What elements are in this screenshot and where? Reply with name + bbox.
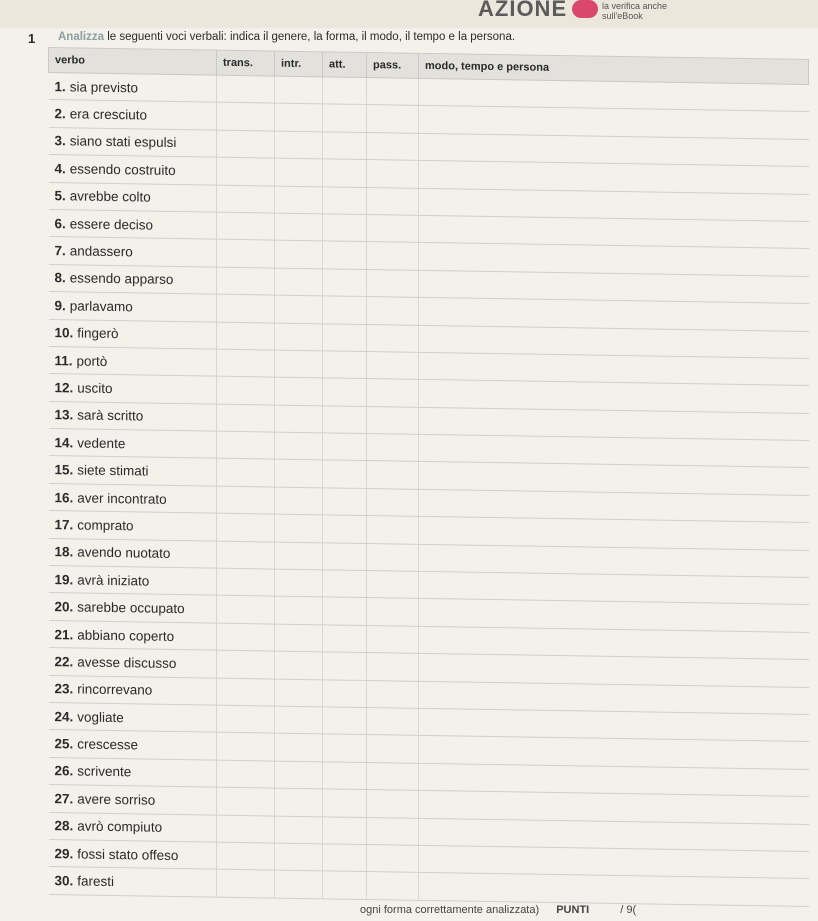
verb-text: comprato [77,517,134,534]
verify-note-line1: la verifica anche [602,1,668,11]
verb-text: sia previsto [69,79,139,96]
att-answer-cell[interactable] [323,460,367,488]
pass-answer-cell[interactable] [367,543,419,571]
verb-cell [49,237,217,267]
pass-answer-cell[interactable] [367,762,419,790]
pass-answer-cell[interactable] [367,516,419,544]
pass-answer-cell[interactable] [367,571,419,599]
verb-text: siano stati espulsi [69,133,177,151]
trans-answer-cell[interactable] [217,130,275,158]
verb-cell [49,292,217,322]
att-answer-cell[interactable] [323,214,367,242]
trans-answer-cell[interactable] [217,650,275,678]
att-answer-cell[interactable] [323,707,367,735]
intr-answer-cell[interactable] [275,542,323,570]
pass-answer-cell[interactable] [367,242,419,270]
row-number: 18. [54,544,74,560]
pass-answer-cell[interactable] [367,160,419,188]
trans-answer-cell[interactable] [217,239,275,267]
header-trans: trans. [217,50,275,76]
verb-text: fingerò [77,325,119,342]
att-answer-cell[interactable] [323,186,367,214]
verb-cell [49,648,217,678]
intr-answer-cell[interactable] [275,76,323,104]
footer [360,904,636,916]
row-number: 23. [54,681,74,697]
trans-answer-cell[interactable] [217,431,275,459]
row-number: 2. [54,106,66,122]
verb-cell [49,456,217,486]
intr-answer-cell[interactable] [275,706,323,734]
pass-answer-cell[interactable] [367,132,419,160]
trans-answer-cell[interactable] [217,705,275,733]
row-number: 3. [54,133,66,149]
intr-answer-cell[interactable] [275,158,323,186]
verb-cell [49,429,217,459]
pass-answer-cell[interactable] [367,214,419,242]
trans-answer-cell[interactable] [217,212,275,240]
punti-label: PUNTI [556,904,590,916]
trans-answer-cell[interactable] [217,842,275,870]
verb-cell [49,538,217,568]
pass-answer-cell[interactable] [367,844,419,872]
pass-answer-cell[interactable] [367,653,419,681]
intr-answer-cell[interactable] [275,295,323,323]
intr-answer-cell[interactable] [275,487,323,515]
pass-answer-cell[interactable] [367,872,419,900]
intr-answer-cell[interactable] [275,569,323,597]
pass-answer-cell[interactable] [367,461,419,489]
att-answer-cell[interactable] [323,652,367,680]
verb-cell [49,73,217,103]
row-number: 1. [54,78,66,94]
verb-text: avrà iniziato [77,572,150,589]
verb-cell [49,620,217,650]
verb-text: avrebbe colto [69,188,151,205]
verb-text: sarà scritto [77,407,144,424]
row-number: 24. [54,708,74,725]
intr-answer-cell[interactable] [275,870,323,898]
verb-text: fossi stato offeso [77,846,179,863]
verb-text: scrivente [77,763,132,780]
trans-answer-cell[interactable] [217,103,275,131]
verb-text: essendo costruito [69,161,176,178]
trans-answer-cell[interactable] [217,541,275,569]
verb-cell [49,730,217,760]
trans-answer-cell[interactable] [217,404,275,432]
header-verbo: verbo [49,48,217,76]
verb-cell [49,785,217,815]
verb-cell [49,839,217,869]
verb-cell [49,127,217,157]
intr-answer-cell[interactable] [275,377,323,405]
pass-answer-cell[interactable] [367,78,419,106]
verb-cell [49,812,217,842]
verb-cell [49,401,217,431]
row-number: 9. [54,297,66,314]
row-number: 25. [54,736,74,752]
trans-answer-cell[interactable] [217,760,275,788]
row-number: 13. [54,407,74,423]
pass-answer-cell[interactable] [367,324,419,352]
att-answer-cell[interactable] [323,433,367,461]
pass-answer-cell[interactable] [367,297,419,325]
header-intr: intr. [275,51,323,77]
row-number: 16. [54,489,74,505]
row-number: 14. [54,434,74,451]
trans-answer-cell[interactable] [217,815,275,843]
att-answer-cell[interactable] [323,679,367,707]
att-answer-cell[interactable] [323,296,367,324]
pass-answer-cell[interactable] [367,269,419,297]
verb-text: vedente [77,435,126,451]
row-number: 26. [54,763,74,779]
verb-text: era cresciuto [69,106,148,123]
pass-answer-cell[interactable] [367,735,419,763]
trans-answer-cell[interactable] [217,376,275,404]
pass-answer-cell[interactable] [367,488,419,516]
verb-text: avesse discusso [77,654,177,671]
pass-answer-cell[interactable] [367,105,419,133]
intr-answer-cell[interactable] [275,788,323,816]
score-field: / 9( [620,904,637,916]
verb-cell [49,346,217,376]
section-title: AZIONE [478,0,568,21]
att-answer-cell[interactable] [323,762,367,790]
verb-cell [49,675,217,705]
verb-cell [49,867,217,897]
intr-answer-cell[interactable] [275,733,323,761]
trans-answer-cell[interactable] [217,185,275,213]
footer-note: ogni forma correttamente analizzata) [360,904,540,916]
pass-answer-cell[interactable] [367,790,419,818]
ebook-badge-icon [572,0,598,18]
verb-cell [49,702,217,732]
worksheet [48,47,818,921]
pass-answer-cell[interactable] [367,598,419,626]
trans-answer-cell[interactable] [217,486,275,514]
verb-cell [49,319,217,349]
row-number: 8. [54,270,66,286]
trans-answer-cell[interactable] [217,459,275,487]
verb-text: essere deciso [69,215,154,233]
att-answer-cell[interactable] [323,104,367,132]
trans-answer-cell[interactable] [217,322,275,350]
intr-answer-cell[interactable] [275,514,323,542]
att-answer-cell[interactable] [323,132,367,160]
row-number: 21. [54,626,74,642]
pass-answer-cell[interactable] [367,707,419,735]
pass-answer-cell[interactable] [367,406,419,434]
intr-answer-cell[interactable] [275,596,323,624]
intr-answer-cell[interactable] [275,323,323,351]
row-number: 5. [54,188,66,204]
row-number: 4. [54,160,66,177]
intr-answer-cell[interactable] [275,268,323,296]
pass-answer-cell[interactable] [367,625,419,653]
verb-cell [49,100,217,130]
verb-text: sarebbe occupato [77,599,185,617]
row-number: 27. [54,790,74,807]
intr-answer-cell[interactable] [275,624,323,652]
pass-answer-cell[interactable] [367,351,419,379]
verb-cell [49,511,217,541]
verify-note [602,1,667,21]
att-answer-cell[interactable] [323,515,367,543]
att-answer-cell[interactable] [323,816,367,844]
modo-tempo-persona-answer-cell[interactable] [419,873,809,907]
att-answer-cell[interactable] [323,241,367,269]
pass-answer-cell[interactable] [367,434,419,462]
intr-answer-cell[interactable] [275,240,323,268]
instruction-lead: Analizza [58,31,105,43]
page-header [0,0,818,28]
att-answer-cell[interactable] [323,844,367,872]
intr-answer-cell[interactable] [275,186,323,214]
verb-cell [49,483,217,513]
verb-text: avere sorriso [77,791,156,808]
intr-answer-cell[interactable] [275,843,323,871]
header-pass: pass. [367,53,419,79]
att-answer-cell[interactable] [323,542,367,570]
verb-analysis-table [48,47,809,907]
intr-answer-cell[interactable] [275,679,323,707]
verb-text: parlavamo [69,298,133,315]
trans-answer-cell[interactable] [217,513,275,541]
intr-answer-cell[interactable] [275,761,323,789]
verb-text: essendo apparso [69,270,174,288]
verb-text: avrò compiuto [77,818,163,836]
row-number: 20. [54,599,74,615]
intr-answer-cell[interactable] [275,131,323,159]
intr-answer-cell[interactable] [275,350,323,378]
att-answer-cell[interactable] [323,597,367,625]
att-answer-cell[interactable] [323,269,367,297]
att-answer-cell[interactable] [323,351,367,379]
verb-text: abbiano coperto [77,626,175,644]
verb-text: siete stimati [77,462,149,479]
verb-text: avendo nuotato [77,544,171,562]
att-answer-cell[interactable] [323,378,367,406]
verb-text: aver incontrato [77,490,167,507]
header-att: att. [323,52,367,78]
verb-text: vogliate [77,709,124,725]
pass-answer-cell[interactable] [367,680,419,708]
verb-text: crescesse [77,736,139,753]
verb-cell [49,566,217,596]
intr-answer-cell[interactable] [275,816,323,844]
exercise-number: 1 [28,31,36,46]
row-number: 17. [54,517,74,533]
row-number: 7. [54,243,66,259]
row-number: 6. [54,215,66,231]
att-answer-cell[interactable] [323,77,367,105]
verb-cell [49,264,217,294]
verb-text: andassero [69,243,133,260]
trans-answer-cell[interactable] [217,623,275,651]
trans-answer-cell[interactable] [217,787,275,815]
trans-answer-cell[interactable] [217,267,275,295]
trans-answer-cell[interactable] [217,596,275,624]
intr-answer-cell[interactable] [275,460,323,488]
att-answer-cell[interactable] [323,323,367,351]
trans-answer-cell[interactable] [217,869,275,897]
row-number: 12. [54,380,74,396]
trans-answer-cell[interactable] [217,294,275,322]
att-answer-cell[interactable] [323,405,367,433]
verb-cell [49,182,217,212]
att-answer-cell[interactable] [323,734,367,762]
att-answer-cell[interactable] [323,570,367,598]
row-number: 28. [54,818,74,834]
verb-cell [49,757,217,787]
instruction-text: le seguenti voci verbali: indica il genere, la forma, il modo, il tempo e la persona. [104,31,516,43]
att-answer-cell[interactable] [323,789,367,817]
intr-answer-cell[interactable] [275,213,323,241]
row-number: 29. [54,845,74,862]
intr-answer-cell[interactable] [275,651,323,679]
trans-answer-cell[interactable] [217,678,275,706]
row-number: 15. [54,462,74,478]
att-answer-cell[interactable] [323,159,367,187]
trans-answer-cell[interactable] [217,733,275,761]
verify-note-line2: sull'eBook [602,11,643,21]
intr-answer-cell[interactable] [275,432,323,460]
row-number: 10. [54,325,74,341]
pass-answer-cell[interactable] [367,379,419,407]
trans-answer-cell[interactable] [217,75,275,103]
trans-answer-cell[interactable] [217,349,275,377]
trans-answer-cell[interactable] [217,157,275,185]
att-answer-cell[interactable] [323,488,367,516]
intr-answer-cell[interactable] [275,103,323,131]
row-number: 22. [54,653,74,670]
att-answer-cell[interactable] [323,625,367,653]
header-modo-tempo-persona: modo, tempo e persona [419,53,809,84]
verb-text: uscito [77,380,113,396]
row-number: 11. [54,352,73,368]
trans-answer-cell[interactable] [217,568,275,596]
row-number: 19. [54,571,74,588]
intr-answer-cell[interactable] [275,405,323,433]
verb-cell [49,209,217,239]
pass-answer-cell[interactable] [367,817,419,845]
exercise-instruction [58,31,515,43]
verb-text: rincorrevano [77,681,153,698]
verb-text: faresti [77,873,115,890]
att-answer-cell[interactable] [323,871,367,899]
verb-text: portò [76,353,108,369]
verb-cell [49,593,217,623]
verb-cell [49,374,217,404]
verb-cell [49,155,217,185]
row-number: 30. [54,873,74,889]
pass-answer-cell[interactable] [367,187,419,215]
